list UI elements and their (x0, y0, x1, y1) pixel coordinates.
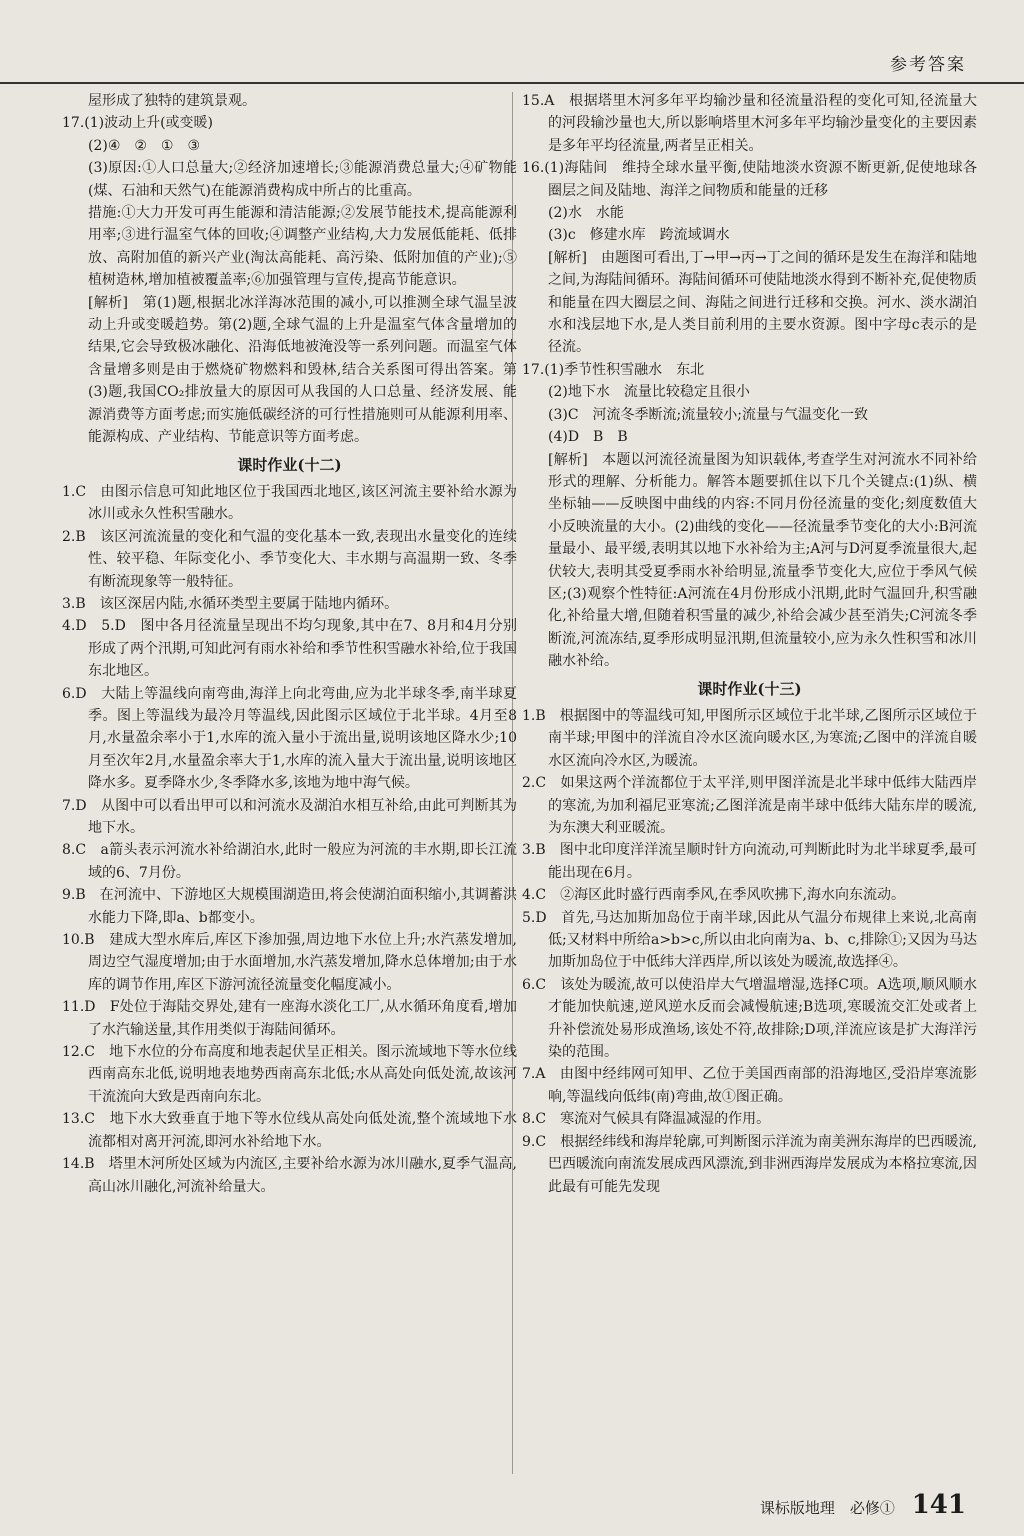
answer-item: 14.B 塔里木河所处区域为内流区,主要补给水源为冰川融水,夏季气温高,高山冰川融化,河流补给量大。 (62, 1156, 517, 1195)
header-rule (0, 82, 1024, 84)
answer-item: 6.C 该处为暖流,故可以使沿岸大气增温增湿,选择C项。A选项,顺风顺水才能加快航速,逆风逆水反而会减慢航速;B选项,寒暖流交汇处或者上升补偿流处易形成渔场,该处不符,故排除;D项,洋流应该是扩大海洋污染的范围。 (522, 976, 977, 1061)
answer-item: 8.C 寒流对气候具有降温减湿的作用。 (522, 1111, 771, 1128)
answer-item: 17.(1)季节性积雪融水 东北 (522, 361, 705, 378)
footer-edition: 课标版地理 必修① (759, 1499, 895, 1517)
answer-item: 2.B 该区河流流量的变化和气温的变化基本一致,表现出水量变化的连续性、较平稳、年际变化小、季节变化大、丰水期与高温期一致、冬季有断流现象等一般特征。 (62, 528, 517, 590)
answer-item: (2)④ ② ① ③ (88, 137, 201, 154)
answer-item: [解析] 本题以河流径流量图为知识载体,考查学生对河流水不同补给形式的理解、分析能力。解答本题要抓住以下几个关键点:(1)纵、横坐标轴——反映图中曲线的内容:不同月份径流量的变化;刻度数值大小反映流量的大小。(2)曲线的变化——径流量季节变化的大小:B河流量最小、最平缓,表明其以地下水补给为主;A河与D河夏季流量很大,起伏较大,表明其受夏季雨水补给明显,流量季节变化大,应位于季风气候区;(3)观察个性特征:A河流在4月份形成小汛期,此时气温回升,积雪融化,补给量大增,但随着积雪量的减少,补给会减少甚至消失;C河流冬季断流,河流冻结,夏季形成明显汛期,但流量较小,应为永久性积雪和冰川融水补给。 (548, 451, 977, 670)
answer-item: 屋形成了独特的建筑景观。 (88, 93, 256, 109)
answer-item: (3)C 河流冬季断流;流量较小;流量与气温变化一致 (548, 406, 868, 423)
answer-item: 1.B 根据图中的等温线可知,甲图所示区域位于北半球,乙图所示区域位于南半球;甲图中的洋流自冷水区流向暖水区,为寒流;乙图中的洋流自暖水区流向冷水区,为暖流。 (522, 707, 977, 769)
answer-item: 8.C a箭头表示河流水补给湖泊水,此时一般应为河流的丰水期,即长江流域的6、7月份。 (62, 842, 517, 881)
answer-item: 13.C 地下水大致垂直于地下等水位线从高处向低处流,整个流域地下水流都相对离开河流,即河水补给地下水。 (62, 1111, 517, 1150)
answer-item: (4)D B B (548, 429, 628, 446)
page-number: 141 (911, 1490, 966, 1520)
answer-item: (3)c 修建水库 跨流域调水 (548, 227, 730, 244)
section-heading: 课时作业(十三) (697, 679, 802, 698)
page-footer (760, 1490, 966, 1520)
answer-item: 6.D 大陆上等温线向南弯曲,海洋上向北弯曲,应为北半球冬季,南半球夏季。图上等温线为最冷月等温线,因此图示区域位于北半球。4月至8月,水量盈余率小于1,水库的流入量小于流出量,说明该地区降水少;10月至次年2月,水量盈余率大于1,水库的流入量大于流出量,说明该地区降水多。夏季降水少,冬季降水多,该地为地中海气候。 (62, 685, 517, 792)
answer-item: 1.C 由图示信息可知此地区位于我国西北地区,该区河流主要补给水源为冰川或永久性积雪融水。 (62, 483, 517, 523)
answer-item: 措施:①大力开发可再生能源和清洁能源;②发展节能技术,提高能源利用率;③进行温室气体的回收;④调整产业结构,大力发展低能耗、低排放、高附加值的新兴产业(淘汰高能耗、高污染、低附加值的产业);⑤植树造林,增加植被覆盖率;⑥加强管理与宣传,提高节能意识。 (88, 205, 517, 289)
answer-item: 11.D F处位于海陆交界处,建有一座海水淡化工厂,从水循环角度看,增加了水汽输送量,其作用类似于海陆间循环。 (62, 999, 517, 1038)
answer-item: 5.D 首先,马达加斯加岛位于南半球,因此从气温分布规律上来说,北高南低;又材料中所给a>b>c,所以由北向南为a、b、c,排除①;又因为马达加斯加岛位于中低纬大洋西岸,所以该处为暖流,故选择④。 (522, 909, 977, 971)
answer-item: (3)原因:①人口总量大;②经济加速增长;③能源消费总量大;④矿物能(煤、石油和天然气)在能源消费构成中所占的比重高。 (88, 160, 517, 199)
answer-item: 10.B 建成大型水库后,库区下渗加强,周边地下水位上升;水汽蒸发增加,周边空气湿度增加;由于水面增加,水汽蒸发增加,降水总体增加;由于水库的调节作用,库区下游河流径流量变化幅度减小。 (62, 932, 517, 993)
left-column (62, 90, 517, 1198)
answer-item: 16.(1)海陆间 维持全球水量平衡,使陆地淡水资源不断更新,促使地球各圈层之间及陆地、海洋之间物质和能量的迁移 (522, 160, 977, 199)
answer-item: 2.C 如果这两个洋流都位于太平洋,则甲图洋流是北半球中低纬大陆西岸的寒流,为加利福尼亚寒流;乙图洋流是南半球中低纬大陆东岸的暖流,为东澳大利亚暖流。 (522, 775, 977, 836)
page-header-title: 参考答案 (890, 55, 966, 75)
answer-item: 15.A 根据塔里木河多年平均输沙量和径流量沿程的变化可知,径流量大的河段输沙量也大,所以影响塔里木河多年平均输沙量变化的主要因素是多年平均径流量,两者呈正相关。 (522, 93, 977, 154)
answer-item: [解析] 由题图可看出,丁→甲→丙→丁之间的循环是发生在海洋和陆地之间,为海陆间循环。海陆间循环可使陆地淡水得到不断补充,促使物质和能量在四大圈层之间、海陆之间进行迁移和交换。河水、淡水湖泊水和浅层地下水,是人类目前利用的主要水资源。图中字母c表示的是径流。 (548, 249, 977, 356)
answer-item: (2)地下水 流量比较稳定且很小 (548, 384, 750, 401)
answer-item: 9.C 根据经纬线和海岸轮廓,可判断图示洋流为南美洲东海岸的巴西暖流,巴西暖流向南流发展成西风漂流,到非洲西海岸发展成为本格拉寒流,因此最有可能先发现 (522, 1133, 977, 1195)
answer-item: [解析] 第(1)题,根据北冰洋海冰范围的减小,可以推测全球气温呈波动上升或变暖趋势。第(2)题,全球气温的上升是温室气体含量增加的结果,它会导致极冰融化、沿海低地被淹没等一系列问题。而温室气体含量增多则是由于燃烧矿物燃料和毁林,结合关系图可得出答案。第(3)题,我国CO₂排放量大的原因可从我国的人口总量、经济发展、能源消费等方面考虑;而实施低碳经济的可行性措施则可从能源利用率、能源构成、产业结构、节能意识等方面考虑。 (88, 294, 517, 446)
right-column (522, 90, 977, 1198)
answer-item: 3.B 图中北印度洋洋流呈顺时针方向流动,可判断此时为北半球夏季,最可能出现在6月。 (522, 842, 977, 881)
answer-item: 12.C 地下水位的分布高度和地表起伏呈正相关。图示流域地下等水位线西南高东北低,说明地表地势西南高东北低;水从高处向低处流,故该河干流流向大致是西南向东北。 (62, 1044, 517, 1105)
section-heading: 课时作业(十二) (237, 455, 342, 474)
answer-item: 9.B 在河流中、下游地区大规模围湖造田,将会使湖泊面积缩小,其调蓄洪水能力下降,即a、b都变小。 (62, 887, 517, 926)
answer-item: 3.B 该区深居内陆,水循环类型主要属于陆地内循环。 (62, 595, 399, 612)
answer-item: (2)水 水能 (548, 205, 624, 222)
answer-item: 4.C ②海区此时盛行西南季风,在季风吹拂下,海水向东流动。 (522, 887, 905, 904)
answer-item: 17.(1)波动上升(或变暖) (62, 115, 214, 132)
answer-item: 7.A 由图中经纬网可知甲、乙位于美国西南部的沿海地区,受沿岸寒流影响,等温线向低纬(南)弯曲,故①图正确。 (522, 1066, 977, 1105)
answer-item: 4.D 5.D 图中各月径流量呈现出不均匀现象,其中在7、8月和4月分别形成了两个汛期,可知此河有雨水补给和季节性积雪融水补给,位于我国东北地区。 (62, 618, 517, 680)
answer-item: 7.D 从图中可以看出甲可以和河流水及湖泊水相互补给,由此可判断其为地下水。 (62, 797, 517, 836)
